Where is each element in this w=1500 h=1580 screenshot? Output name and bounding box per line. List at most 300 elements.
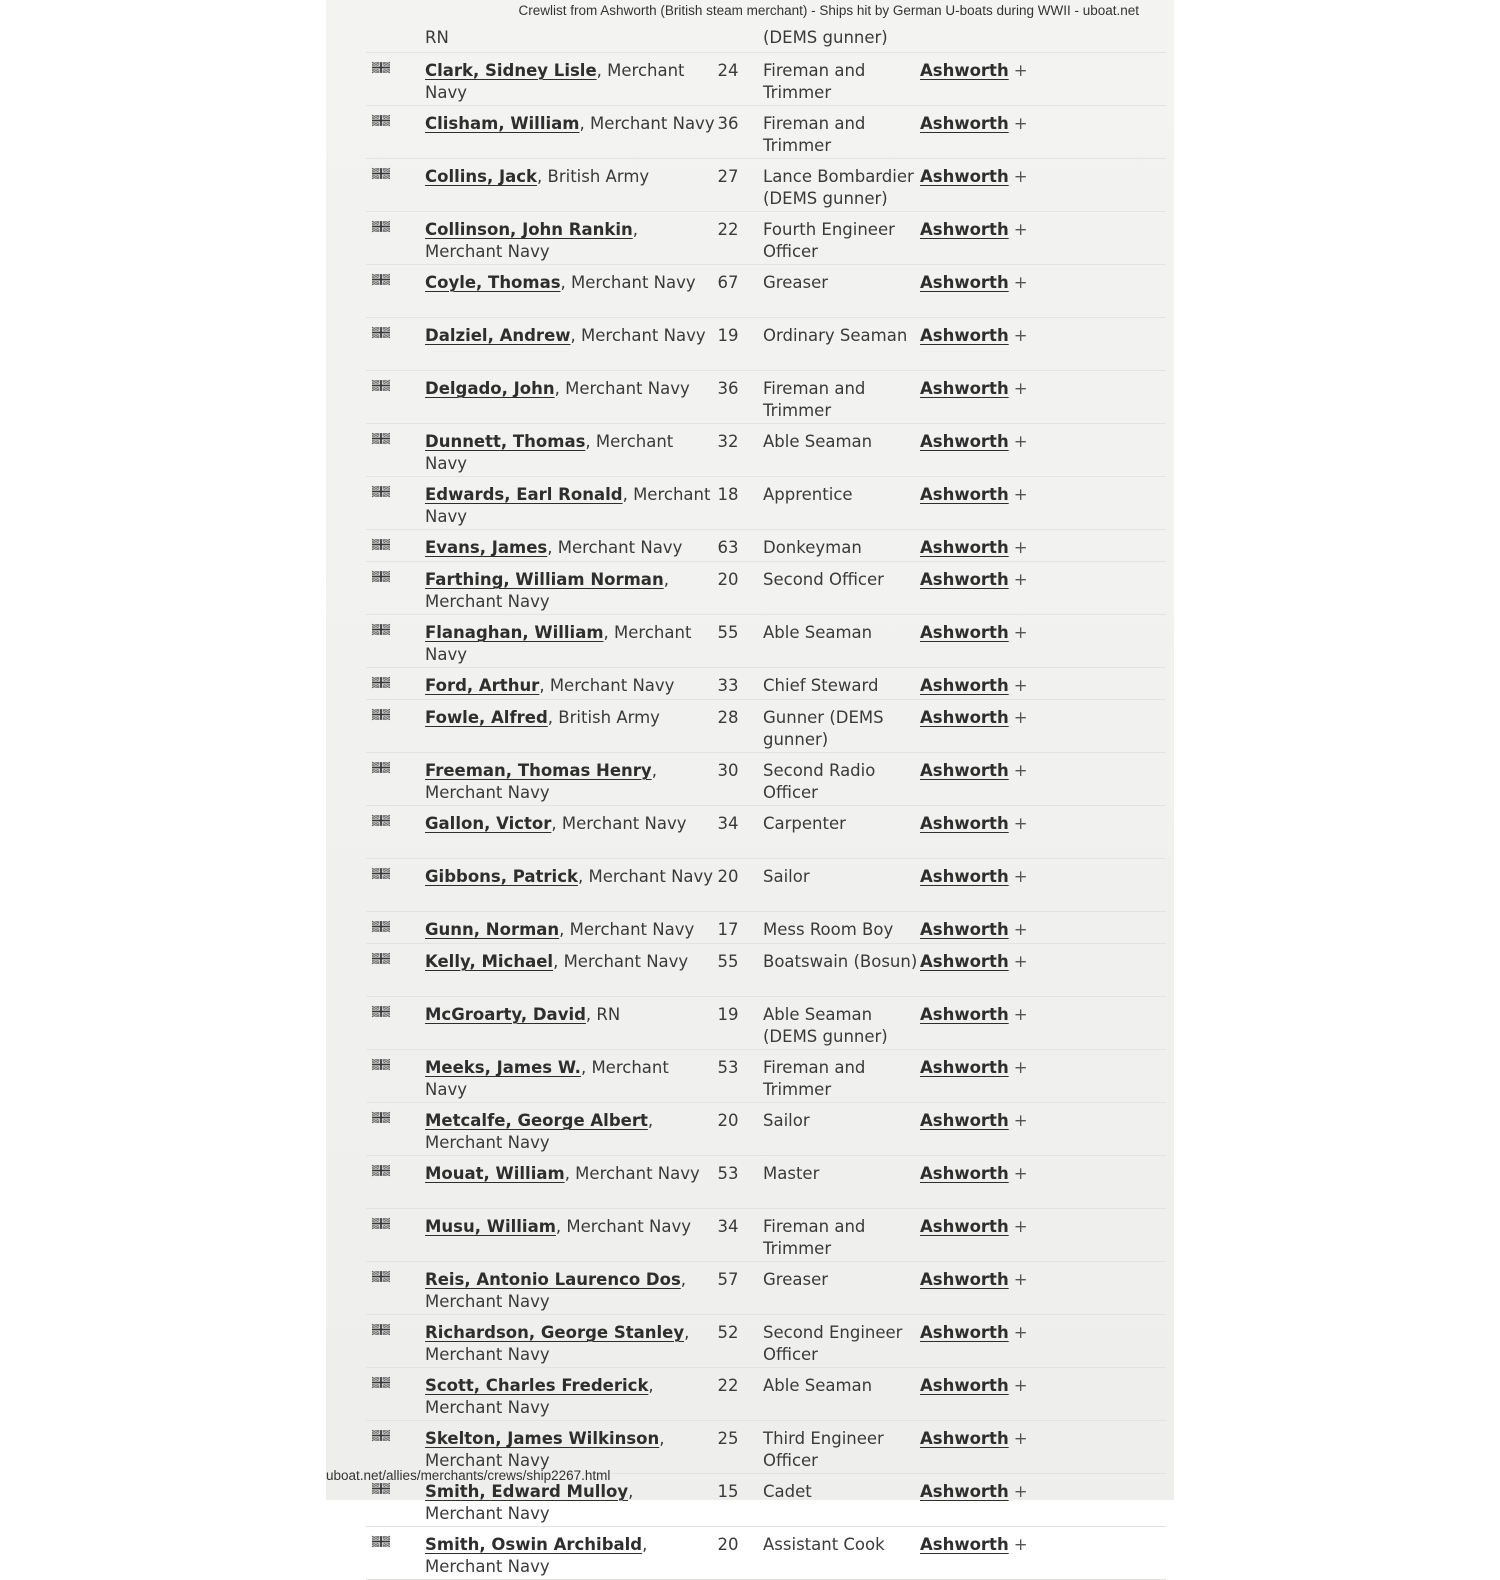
crew-member-link[interactable]: Musu, William xyxy=(425,1217,556,1236)
crew-ship-cell xyxy=(920,484,1028,506)
crew-name-cell xyxy=(425,1216,715,1238)
crew-age: 52 xyxy=(717,1323,739,1342)
crew-rank: Sailor xyxy=(763,867,810,886)
crew-age: 20 xyxy=(717,1111,739,1130)
service-branch: , Merchant Navy xyxy=(425,1270,687,1311)
crew-row xyxy=(366,424,1166,477)
crew-rank: Able Seaman xyxy=(763,1376,873,1395)
crew-name-cell xyxy=(425,537,715,559)
crew-ship-cell xyxy=(920,60,1028,82)
crew-ship-cell xyxy=(920,1163,1028,1185)
crew-age: 34 xyxy=(717,1217,739,1236)
crew-rank: Fireman and Trimmer xyxy=(763,1058,866,1099)
lost-marker: + xyxy=(1013,570,1028,589)
lost-marker: + xyxy=(1013,814,1028,833)
uk-flag-icon xyxy=(372,115,390,126)
crew-member-link[interactable]: Gibbons, Patrick xyxy=(425,867,578,886)
ship-link[interactable]: Ashworth xyxy=(920,676,1009,695)
crew-age: 53 xyxy=(717,1058,739,1077)
crew-ship-cell xyxy=(920,813,1028,835)
crew-member-link[interactable]: Skelton, James Wilkinson xyxy=(425,1429,660,1448)
ship-link[interactable]: Ashworth xyxy=(920,1376,1009,1395)
service-branch: , Merchant Navy xyxy=(559,920,695,939)
uk-flag-icon xyxy=(372,1218,390,1229)
service-branch: , Merchant Navy xyxy=(425,570,669,611)
crew-rank: Donkeyman xyxy=(763,538,862,557)
crew-name-cell xyxy=(425,813,715,835)
crew-name-cell xyxy=(425,378,715,400)
lost-marker: + xyxy=(1013,1323,1028,1342)
crew-ship-cell xyxy=(920,1375,1028,1397)
crew-ship-cell xyxy=(920,1322,1028,1344)
crew-name-cell xyxy=(425,675,715,697)
crew-member-link[interactable]: Smith, Edward Mulloy xyxy=(425,1482,629,1501)
uk-flag-icon xyxy=(372,677,390,688)
crew-age: 67 xyxy=(717,273,739,292)
crew-ship-cell xyxy=(920,272,1028,294)
crew-age: 15 xyxy=(717,1482,739,1501)
service-branch: , Merchant Navy xyxy=(425,220,638,261)
uk-flag-icon xyxy=(372,62,390,73)
crew-rank: Fourth Engineer Officer xyxy=(763,220,895,261)
crew-ship-cell xyxy=(920,760,1028,782)
crew-rank: Carpenter xyxy=(763,814,846,833)
crew-rank: Able Seaman (DEMS gunner) xyxy=(763,1005,888,1046)
lost-marker: + xyxy=(1013,1217,1028,1236)
crew-rank: Able Seaman xyxy=(763,623,873,642)
crew-member-link[interactable]: Richardson, George Stanley xyxy=(425,1323,685,1342)
service-branch: , Merchant Navy xyxy=(554,379,690,398)
uk-flag-icon xyxy=(372,815,390,826)
crew-age: 33 xyxy=(717,676,739,695)
ship-link[interactable]: Ashworth xyxy=(920,1429,1009,1448)
crew-name-cell xyxy=(425,1269,715,1313)
lost-marker: + xyxy=(1013,114,1028,133)
service-branch: , British Army xyxy=(547,708,660,727)
crew-ship-cell xyxy=(920,1534,1028,1556)
ship-link[interactable]: Ashworth xyxy=(920,1005,1009,1024)
ship-link[interactable]: Ashworth xyxy=(920,326,1009,345)
crew-age: 28 xyxy=(717,708,739,727)
print-footer-url: uboat.net/allies/merchants/crews/ship2267.html xyxy=(326,1468,611,1483)
lost-marker: + xyxy=(1013,1164,1028,1183)
crew-row xyxy=(366,318,1166,371)
crew-ship-cell xyxy=(920,1004,1028,1026)
crew-age: 17 xyxy=(717,920,739,939)
uk-flag-icon xyxy=(372,1165,390,1176)
service-branch: , Merchant Navy xyxy=(425,432,674,473)
crew-ship-cell xyxy=(920,1481,1028,1503)
crew-member-link[interactable]: Gunn, Norman xyxy=(425,920,560,939)
crew-age: 57 xyxy=(717,1270,739,1289)
ship-link[interactable]: Ashworth xyxy=(920,814,1009,833)
lost-marker: + xyxy=(1013,920,1028,939)
crew-row xyxy=(366,1368,1166,1421)
crew-member-link[interactable]: Smith, Oswin Archibald xyxy=(425,1535,643,1554)
crew-name-cell xyxy=(425,272,715,294)
lost-marker: + xyxy=(1013,220,1028,239)
service-branch: , Merchant Navy xyxy=(564,1164,700,1183)
crew-name-cell xyxy=(425,325,715,347)
crew-member-link[interactable]: Metcalfe, George Albert xyxy=(425,1111,648,1130)
service-branch: , Merchant Navy xyxy=(539,676,675,695)
uk-flag-icon xyxy=(372,274,390,285)
crew-name-cell xyxy=(425,707,715,729)
crew-ship-cell xyxy=(920,622,1028,644)
crew-row xyxy=(366,1315,1166,1368)
crew-age: 22 xyxy=(717,1376,739,1395)
crew-age: 22 xyxy=(717,220,739,239)
crew-member-link[interactable]: Dalziel, Andrew xyxy=(425,326,571,345)
service-branch: RN xyxy=(425,28,449,47)
crew-member-link[interactable]: Fowle, Alfred xyxy=(425,708,548,727)
lost-marker: + xyxy=(1013,326,1028,345)
crew-row xyxy=(366,1156,1166,1209)
uk-flag-icon xyxy=(372,221,390,232)
crew-rank: Mess Room Boy xyxy=(763,920,894,939)
crew-name-cell xyxy=(425,866,715,888)
crew-member-link[interactable]: Delgado, John xyxy=(425,379,555,398)
crew-ship-cell xyxy=(920,1269,1028,1291)
crew-ship-cell xyxy=(920,1057,1028,1079)
crew-age: 20 xyxy=(717,867,739,886)
ship-link[interactable]: Ashworth xyxy=(920,432,1009,451)
crew-age: 19 xyxy=(717,326,739,345)
crew-member-link[interactable]: Meeks, James W. xyxy=(425,1058,581,1077)
crew-member-link[interactable]: Coyle, Thomas xyxy=(425,273,561,292)
crew-rank: Greaser xyxy=(763,1270,829,1289)
service-branch: , Merchant Navy xyxy=(425,1482,634,1523)
crew-age: 24 xyxy=(717,61,739,80)
service-branch: , Merchant Navy xyxy=(551,814,687,833)
service-branch: , Merchant Navy xyxy=(425,1535,648,1576)
service-branch: , Merchant Navy xyxy=(425,1111,654,1152)
crew-rank: Apprentice xyxy=(763,485,853,504)
crew-rank: Chief Steward xyxy=(763,676,879,695)
lost-marker: + xyxy=(1013,1376,1028,1395)
crew-row xyxy=(366,1103,1166,1156)
uk-flag-icon xyxy=(372,1324,390,1335)
service-branch: , Merchant Navy xyxy=(425,1323,690,1364)
uk-flag-icon xyxy=(372,1112,390,1123)
uk-flag-icon xyxy=(372,1271,390,1282)
crew-member-link[interactable]: McGroarty, David xyxy=(425,1005,586,1024)
lost-marker: + xyxy=(1013,623,1028,642)
ship-link[interactable]: Ashworth xyxy=(920,538,1009,557)
service-branch: , Merchant Navy xyxy=(579,114,715,133)
crew-ship-cell xyxy=(920,537,1028,559)
service-branch: , Merchant Navy xyxy=(425,1058,669,1099)
crew-rank: Able Seaman xyxy=(763,432,873,451)
crew-ship-cell xyxy=(920,1110,1028,1132)
crew-name-cell xyxy=(425,1057,715,1101)
crew-name-cell xyxy=(425,1375,715,1419)
ship-link[interactable]: Ashworth xyxy=(920,220,1009,239)
crew-age: 63 xyxy=(717,538,739,557)
crew-age: 55 xyxy=(717,952,739,971)
crew-member-link[interactable]: Gallon, Victor xyxy=(425,814,552,833)
crew-ship-cell xyxy=(920,707,1028,729)
uk-flag-icon xyxy=(372,1483,390,1494)
ship-link[interactable]: Ashworth xyxy=(920,114,1009,133)
crew-rank: Lance Bombardier (DEMS gunner) xyxy=(763,167,914,208)
lost-marker: + xyxy=(1013,1270,1028,1289)
uk-flag-icon xyxy=(372,539,390,550)
crew-ship-cell xyxy=(920,866,1028,888)
ship-link[interactable]: Ashworth xyxy=(920,485,1009,504)
ship-link[interactable]: Ashworth xyxy=(920,273,1009,292)
crew-rank: Sailor xyxy=(763,1111,810,1130)
ship-link[interactable]: Ashworth xyxy=(920,761,1009,780)
crew-rank: Fireman and Trimmer xyxy=(763,379,866,420)
crew-name-cell xyxy=(425,60,715,104)
crew-ship-cell xyxy=(920,378,1028,400)
ship-link[interactable]: Ashworth xyxy=(920,61,1009,80)
crew-member-link[interactable]: Edwards, Earl Ronald xyxy=(425,485,623,504)
uk-flag-icon xyxy=(372,921,390,932)
crew-rank: Assistant Cook xyxy=(763,1535,885,1554)
crew-row xyxy=(366,24,1166,53)
uk-flag-icon xyxy=(372,1377,390,1388)
crew-table xyxy=(366,24,1166,1580)
crew-row xyxy=(366,668,1166,700)
crew-row xyxy=(366,859,1166,912)
crew-member-link[interactable]: Mouat, William xyxy=(425,1164,565,1183)
service-branch: , Merchant Navy xyxy=(425,761,657,802)
crew-row xyxy=(366,477,1166,530)
ship-link[interactable]: Ashworth xyxy=(920,379,1009,398)
crew-member-link[interactable]: Flanaghan, William xyxy=(425,623,604,642)
service-branch: , Merchant Navy xyxy=(560,273,696,292)
uk-flag-icon xyxy=(372,1430,390,1441)
crew-member-link[interactable]: Scott, Charles Frederick xyxy=(425,1376,649,1395)
crew-ship-cell xyxy=(920,325,1028,347)
crew-age: 34 xyxy=(717,814,739,833)
crew-row xyxy=(366,371,1166,424)
crew-rank: Fireman and Trimmer xyxy=(763,61,866,102)
crew-age: 19 xyxy=(717,1005,739,1024)
ship-link[interactable]: Ashworth xyxy=(920,1270,1009,1289)
crew-row xyxy=(366,212,1166,265)
crew-row xyxy=(366,615,1166,668)
uk-flag-icon xyxy=(372,380,390,391)
crew-ship-cell xyxy=(920,951,1028,973)
uk-flag-icon xyxy=(372,168,390,179)
crew-name-cell xyxy=(425,1428,715,1472)
lost-marker: + xyxy=(1013,167,1028,186)
lost-marker: + xyxy=(1013,952,1028,971)
lost-marker: + xyxy=(1013,1482,1028,1501)
uk-flag-icon xyxy=(372,433,390,444)
crew-name-cell xyxy=(425,1322,715,1366)
crew-ship-cell xyxy=(920,1216,1028,1238)
crew-ship-cell xyxy=(920,919,1028,941)
crew-member-link[interactable]: Reis, Antonio Laurenco Dos xyxy=(425,1270,681,1289)
crew-rank: Master xyxy=(763,1164,820,1183)
service-branch: , Merchant Navy xyxy=(547,538,683,557)
uk-flag-icon xyxy=(372,762,390,773)
lost-marker: + xyxy=(1013,379,1028,398)
uk-flag-icon xyxy=(372,709,390,720)
lost-marker: + xyxy=(1013,867,1028,886)
ship-link[interactable]: Ashworth xyxy=(920,1111,1009,1130)
uk-flag-icon xyxy=(372,1059,390,1070)
service-branch: , Merchant Navy xyxy=(577,867,714,886)
crew-row xyxy=(366,1262,1166,1315)
crew-row xyxy=(366,53,1166,106)
crew-row xyxy=(366,912,1166,944)
crew-age: 55 xyxy=(717,623,739,642)
crew-name-cell xyxy=(425,1481,715,1525)
ship-link[interactable]: Ashworth xyxy=(920,1217,1009,1236)
crew-row xyxy=(366,562,1166,615)
crew-name-cell xyxy=(425,919,715,941)
ship-link[interactable]: Ashworth xyxy=(920,1164,1009,1183)
crew-member-link[interactable]: Clisham, William xyxy=(425,114,580,133)
uk-flag-icon xyxy=(372,953,390,964)
print-header: Crewlist from Ashworth (British steam merchant) - Ships hit by German U-boats during WWII - uboat.net xyxy=(518,3,1139,18)
lost-marker: + xyxy=(1013,676,1028,695)
crew-rank: Gunner (DEMS gunner) xyxy=(763,708,884,749)
lost-marker: + xyxy=(1013,1111,1028,1130)
ship-link[interactable]: Ashworth xyxy=(920,867,1009,886)
crew-age: 36 xyxy=(717,114,739,133)
crew-name-cell xyxy=(425,760,715,804)
crew-member-link[interactable]: Kelly, Michael xyxy=(425,952,554,971)
crew-row xyxy=(366,1209,1166,1262)
crew-member-link[interactable]: Collinson, John Rankin xyxy=(425,220,633,239)
uk-flag-icon xyxy=(372,1536,390,1547)
crew-name-cell xyxy=(425,951,715,973)
crew-rank: Third Engineer Officer xyxy=(763,1429,884,1470)
service-branch: , Merchant Navy xyxy=(425,1376,654,1417)
crew-rank: Boatswain (Bosun) xyxy=(763,952,918,971)
lost-marker: + xyxy=(1013,432,1028,451)
crew-age: 25 xyxy=(717,1429,739,1448)
crew-age: 20 xyxy=(717,570,739,589)
lost-marker: + xyxy=(1013,61,1028,80)
crew-row xyxy=(366,997,1166,1050)
crew-ship-cell xyxy=(920,675,1028,697)
crew-rank: Second Radio Officer xyxy=(763,761,876,802)
uk-flag-icon xyxy=(372,624,390,635)
crew-member-link[interactable]: Ford, Arthur xyxy=(425,676,540,695)
crew-row xyxy=(366,753,1166,806)
lost-marker: + xyxy=(1013,1429,1028,1448)
lost-marker: + xyxy=(1013,1535,1028,1554)
crew-name-cell xyxy=(425,219,715,263)
ship-link[interactable]: Ashworth xyxy=(920,1482,1009,1501)
crew-ship-cell xyxy=(920,219,1028,241)
crew-member-link[interactable]: Clark, Sidney Lisle xyxy=(425,61,597,80)
crew-member-link[interactable]: Farthing, William Norman xyxy=(425,570,664,589)
crew-age: 18 xyxy=(717,485,739,504)
crew-member-link[interactable]: Freeman, Thomas Henry xyxy=(425,761,652,780)
ship-link[interactable]: Ashworth xyxy=(920,623,1009,642)
crew-row xyxy=(366,944,1166,997)
crew-rank: Cadet xyxy=(763,1482,812,1501)
service-branch: , Merchant Navy xyxy=(425,61,685,102)
ship-link[interactable]: Ashworth xyxy=(920,952,1009,971)
ship-link[interactable]: Ashworth xyxy=(920,1535,1009,1554)
crew-rank: Second Officer xyxy=(763,570,884,589)
service-branch: , British Army xyxy=(537,167,650,186)
crew-ship-cell xyxy=(920,431,1028,453)
service-branch: , Merchant Navy xyxy=(555,1217,691,1236)
crew-ship-cell xyxy=(920,569,1028,591)
service-branch: , Merchant Navy xyxy=(425,1429,665,1470)
lost-marker: + xyxy=(1013,761,1028,780)
lost-marker: + xyxy=(1013,273,1028,292)
crew-row xyxy=(366,700,1166,753)
crew-name-cell xyxy=(425,1110,715,1154)
crew-row xyxy=(366,265,1166,318)
uk-flag-icon xyxy=(372,1006,390,1017)
crew-age: 53 xyxy=(717,1164,739,1183)
ship-link[interactable]: Ashworth xyxy=(920,167,1009,186)
ship-link[interactable]: Ashworth xyxy=(920,708,1009,727)
uk-flag-icon xyxy=(372,327,390,338)
printed-page xyxy=(326,0,1174,1576)
crew-ship-cell xyxy=(920,1428,1028,1450)
ship-link[interactable]: Ashworth xyxy=(920,570,1009,589)
crew-name-cell xyxy=(425,484,715,528)
crew-member-link[interactable]: Evans, James xyxy=(425,538,548,557)
ship-link[interactable]: Ashworth xyxy=(920,920,1009,939)
crew-row xyxy=(366,806,1166,859)
crew-rank: Second Engineer Officer xyxy=(763,1323,903,1364)
lost-marker: + xyxy=(1013,1005,1028,1024)
crew-ship-cell xyxy=(920,113,1028,135)
crew-member-link[interactable]: Collins, Jack xyxy=(425,167,538,186)
service-branch: , Merchant Navy xyxy=(425,485,711,526)
crew-row xyxy=(366,106,1166,159)
crew-row xyxy=(366,1421,1166,1474)
service-branch: , Merchant Navy xyxy=(425,623,692,664)
crew-name-cell xyxy=(425,1163,715,1185)
crew-age: 32 xyxy=(717,432,739,451)
crew-rank: Fireman and Trimmer xyxy=(763,114,866,155)
uk-flag-icon xyxy=(372,486,390,497)
uk-flag-icon xyxy=(372,571,390,582)
lost-marker: + xyxy=(1013,538,1028,557)
ship-link[interactable]: Ashworth xyxy=(920,1058,1009,1077)
lost-marker: + xyxy=(1013,485,1028,504)
crew-rank: Fireman and Trimmer xyxy=(763,1217,866,1258)
crew-ship-cell xyxy=(920,166,1028,188)
crew-name-cell xyxy=(425,1004,715,1026)
lost-marker: + xyxy=(1013,708,1028,727)
crew-age: 30 xyxy=(717,761,739,780)
crew-age: 27 xyxy=(717,167,739,186)
crew-row xyxy=(366,1527,1166,1580)
lost-marker: + xyxy=(1013,1058,1028,1077)
crew-age: 36 xyxy=(717,379,739,398)
ship-link[interactable]: Ashworth xyxy=(920,1323,1009,1342)
service-branch: , Merchant Navy xyxy=(553,952,689,971)
crew-name-cell xyxy=(425,113,715,135)
crew-age: 20 xyxy=(717,1535,739,1554)
crew-name-cell xyxy=(425,431,715,475)
crew-name-cell xyxy=(425,27,715,49)
crew-name-cell xyxy=(425,569,715,613)
crew-row xyxy=(366,159,1166,212)
crew-name-cell xyxy=(425,1534,715,1578)
crew-member-link[interactable]: Dunnett, Thomas xyxy=(425,432,586,451)
uk-flag-icon xyxy=(372,868,390,879)
crew-row xyxy=(366,1050,1166,1103)
service-branch: , RN xyxy=(585,1005,621,1024)
